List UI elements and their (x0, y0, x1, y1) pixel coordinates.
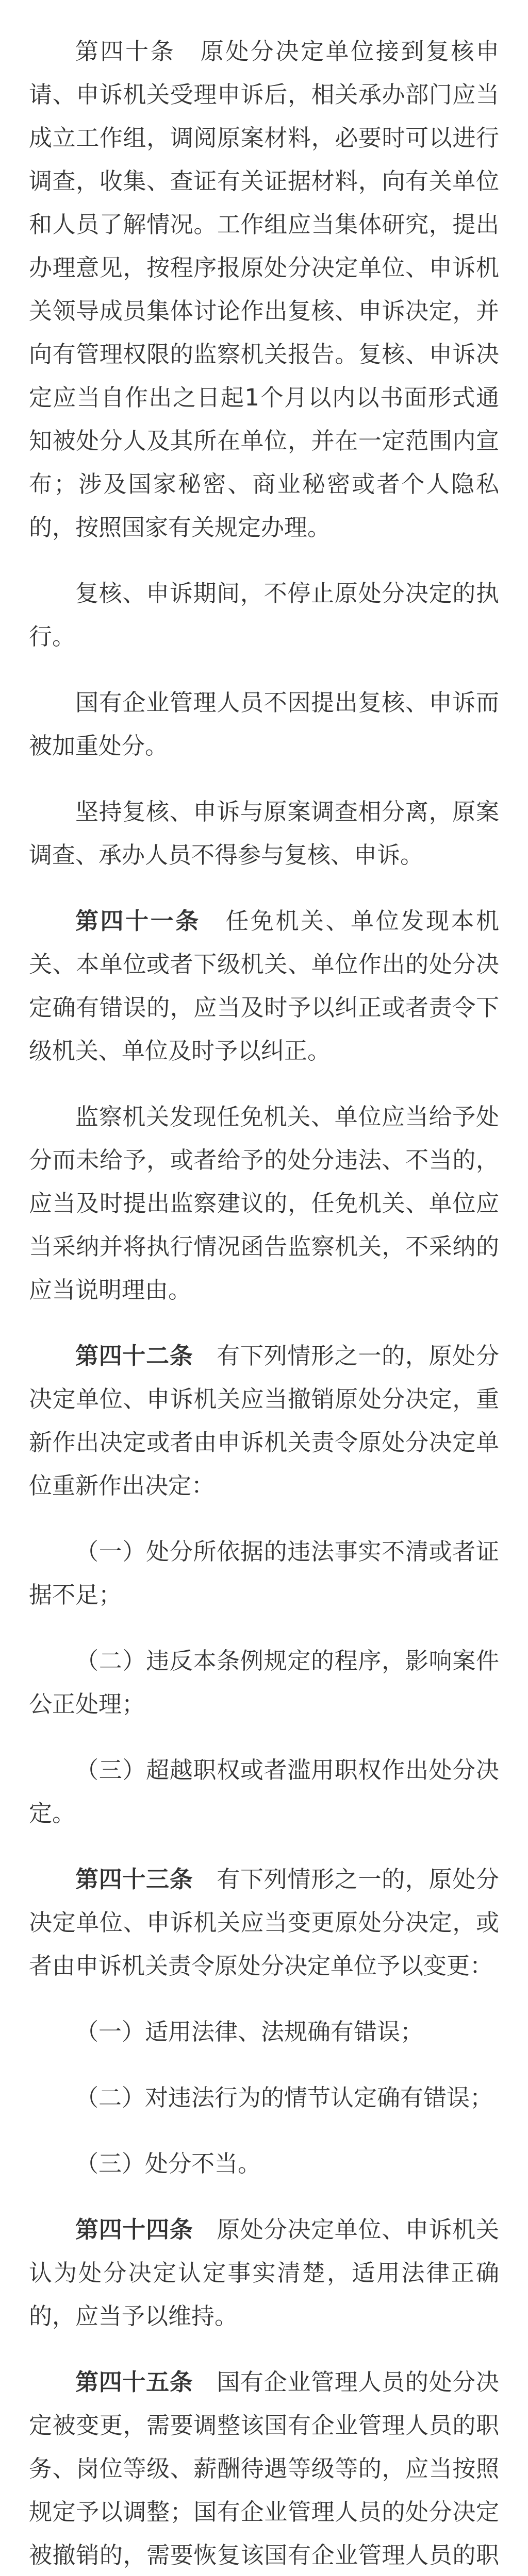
article-paragraph (29, 1749, 499, 1835)
paragraph-text: 国有企业管理人员不因提出复核、申诉而被加重处分。 (29, 689, 499, 759)
article-paragraph (29, 1530, 499, 1617)
paragraph-text: 第四十条 原处分决定单位接到复核申请、申诉机关受理申诉后，相关承办部门应当成立工作组，调阅原案材料，必要时可以进行调查，收集、查证有关证据材料，向有关单位和人员了解情况。工作组应当集体研究，提出办理意见，按程序报原处分决定单位、申诉机关领导成员集体讨论作出复核、申诉决定，并向有管理权限的监察机关报告。复核、申诉决定应当自作出之日起1个月以内以书面形式通知被处分人及其所在单位，并在一定范围内宣布；涉及国家秘密、商业秘密或者个人隐私的，按照国家有关规定办理。 (29, 38, 499, 541)
article-number: 第四十四条 (75, 2216, 193, 2243)
article-number: 第四十二条 (75, 1342, 193, 1369)
paragraph-text: （一）适用法律、法规确有错误； (75, 2018, 424, 2045)
article-paragraph (29, 1858, 499, 1988)
article-paragraph (29, 900, 499, 1073)
article-paragraph (29, 2142, 499, 2185)
article-paragraph (29, 30, 499, 549)
paragraph-text: （一）处分所依据的违法事实不清或者证据不足； (29, 1538, 499, 1608)
article-paragraph (29, 2010, 499, 2054)
article-paragraph (29, 2076, 499, 2120)
paragraph-text: 任免机关、单位发现本机关、本单位或者下级机关、单位作出的处分决定确有错误的，应当及时予以纠正或者责令下级机关、单位及时予以纠正。 (29, 907, 499, 1064)
paragraph-text: 国有企业管理人员的处分决定被变更，需要调整该国有企业管理人员的职务、岗位等级、薪酬待遇等级等的，应当按照规定予以调整；国有企业管理人员的处分决定被撤销的，需要恢复该国有企业管理人员的职 (29, 2368, 499, 2569)
article-paragraph (29, 790, 499, 877)
paragraph-text: （二）对违法行为的情节认定确有错误； (75, 2084, 493, 2111)
article-number: 第四十三条 (75, 1866, 193, 1893)
article-paragraph (29, 1334, 499, 1507)
paragraph-text: 坚持复核、申诉与原案调查相分离，原案调查、承办人员不得参与复核、申诉。 (29, 798, 499, 869)
paragraph-text: 原处分决定单位、申诉机关认为处分决定认定事实清楚，适用法律正确的，应当予以维持。 (29, 2216, 499, 2330)
paragraph-text: 复核、申诉期间，不停止原处分决定的执行。 (29, 580, 499, 650)
article-number: 第四十五条 (75, 2368, 193, 2396)
article-paragraph (29, 1095, 499, 1312)
article-paragraph (29, 1639, 499, 1726)
paragraph-text: （三）超越职权或者滥用职权作出处分决定。 (29, 1756, 499, 1827)
article-paragraph (29, 681, 499, 768)
paragraph-text: （三）处分不当。 (75, 2150, 261, 2177)
paragraph-text: 有下列情形之一的，原处分决定单位、申诉机关应当撤销原处分决定，重新作出决定或者由申诉机关责令原处分决定单位重新作出决定： (29, 1342, 499, 1499)
article-paragraph (29, 572, 499, 658)
article-paragraph (29, 2208, 499, 2338)
paragraph-text: （二）违反本条例规定的程序，影响案件公正处理； (29, 1647, 499, 1718)
paragraph-text: 有下列情形之一的，原处分决定单位、申诉机关应当变更原处分决定，或者由申诉机关责令原处分决定单位予以变更： (29, 1866, 499, 1979)
paragraph-text: 监察机关发现任免机关、单位应当给予处分而未给予，或者给予的处分违法、不当的，应当及时提出监察建议的，任免机关、单位应当采纳并将执行情况函告监察机关，不采纳的应当说明理由。 (29, 1103, 499, 1303)
article-number: 第四十一条 (75, 907, 201, 935)
article-paragraph (29, 2361, 499, 2576)
